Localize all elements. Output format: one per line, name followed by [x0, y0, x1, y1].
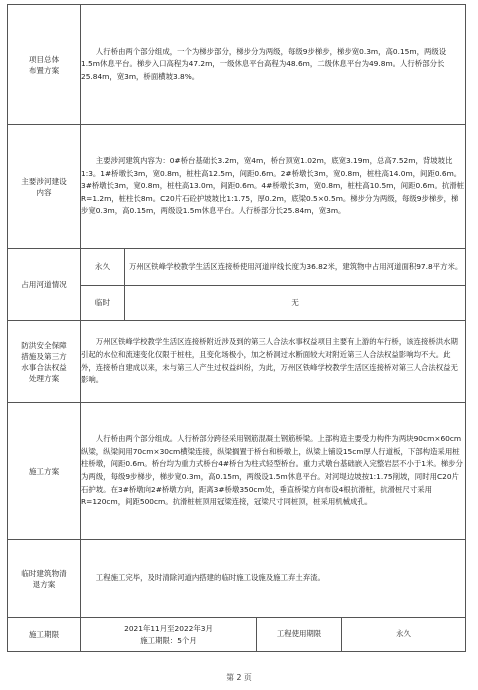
content-permanent: 万州区铁峰学校教学生活区连接桥使用河道岸线长度为36.82米，建筑物中占用河道面积97.8平方米。 — [125, 249, 466, 286]
row-river-works — [8, 125, 466, 249]
content-cleanup-plan: 工程施工完毕，及时清除河道内搭建的临时施工设施及施工弃土弃渣。 — [81, 540, 466, 618]
label-overall-plan: 项目总体 布置方案 — [8, 5, 81, 125]
content-flood-safety: 万州区铁峰学校教学生活区连接桥附近涉及到的第三人合法水事权益项目主要有上游的车行桥，该连接桥洪水期引起的水位和流速变化仅限于桩柱，且变化场极小，加之桥洞过水断面较大对附近第三人合法权益影响均不大。此外，连接桥自建成以来，未与第三人产生过权益纠纷，为此，万州区铁峰学校教学生活区连接桥对第三人合法权益无影响。 — [81, 321, 466, 403]
row-construction-plan — [8, 403, 466, 540]
label-flood-safety: 防洪安全保障 措施及第三方 水事合法权益 处理方案 — [8, 321, 81, 403]
period-duration: 施工期限：5个月 — [140, 635, 197, 645]
label-permanent: 永久 — [81, 249, 125, 286]
label-construction-plan: 施工方案 — [8, 403, 81, 540]
content-construction-plan: 人行桥由两个部分组成。人行桥部分跨径采用钢筋混凝土钢筋桥梁。上部构造主要受力构件为两块90cm×60cm纵梁，纵梁间用70cm×30cm横梁连接，纵梁搁置于桥台和桥墩上，纵梁上铺设15cm厚人行道板，下部构造采用桩柱桥墩，间距0.6m。桥台均为重力式桥台4#桥台为柱式轻型桥台。重力式墩台基础嵌入完整岩层不小于1米。梯步分为两级，每级9步梯步，梯步宽0.3m，高0.15m，两级设1.5m休息平台。对河堤边坡按1:1.75削坡，同时用C20片石护坡。在3#桥墩向2#桥墩方向，距离3#桥墩350cm处，垂直桥梁方向布设4根抗滑桩，抗滑桩尺寸采用R=120cm，间距500cm。抗滑桩桩顶用冠梁连接，冠梁尺寸同桩顶，桩采用机械成孔。 — [81, 403, 466, 540]
label-temporary: 临时 — [81, 286, 125, 321]
content-overall-plan: 人行桥由两个部分组成，一个为梯步部分，梯步分为两级，每级9步梯步，梯步宽0.3m，高0.15m，两级设1.5m休息平台。梯步入口高程为47.2m，一级休息平台高程为48.6m，二级休息平台为49.8m。人行桥部分长25.84m，宽3m，桥面横坡3.8%。 — [81, 5, 466, 125]
content-usage-period: 永久 — [342, 618, 466, 652]
label-river-occupation: 占用河道情况 — [8, 249, 81, 321]
row-occupation-permanent — [8, 249, 466, 286]
content-river-works: 主要涉河建筑内容为：0#桥台基础长3.2m，宽4m，桥台顶宽1.02m，底宽3.19m，总高7.52m，背坡坡比1:3。1#桥墩长3m，宽0.8m，桩柱高12.5m，间距0.6m。2#桥墩长3m，宽0.8m，桩柱高14.0m，间距0.6m。3#桥墩长3m，宽0.8m，桩柱高13.0m，间距0.6m。4#桥墩长3m，宽0.8m，桩柱高10.5m，间距0.6m。抗滑桩R=1.2m，桩柱长8m。C20片石砼护坡坡比1:1.75，厚0.2m，底梁0.5×0.5m。梯步分为两级，每级9步梯步，梯步宽0.3m，高0.15m，两级设1.5m休息平台。人行桥部分长25.84m，宽3m。 — [81, 125, 466, 249]
label-usage-period: 工程使用期限 — [257, 618, 342, 652]
label-cleanup-plan: 临时建筑物清 退方案 — [8, 540, 81, 618]
label-river-works: 主要涉河建设 内容 — [8, 125, 81, 249]
page-number: 第 2 页 — [226, 673, 252, 682]
row-construction-period — [8, 618, 466, 652]
row-overall-plan — [8, 5, 466, 125]
row-flood-safety — [8, 321, 466, 403]
label-construction-period: 施工期限 — [8, 618, 81, 652]
project-info-table — [7, 4, 466, 652]
content-construction-period — [81, 618, 257, 652]
row-cleanup-plan — [8, 540, 466, 618]
period-dates: 2021年11月至2022年3月 — [124, 623, 213, 633]
content-temporary: 无 — [125, 286, 466, 321]
